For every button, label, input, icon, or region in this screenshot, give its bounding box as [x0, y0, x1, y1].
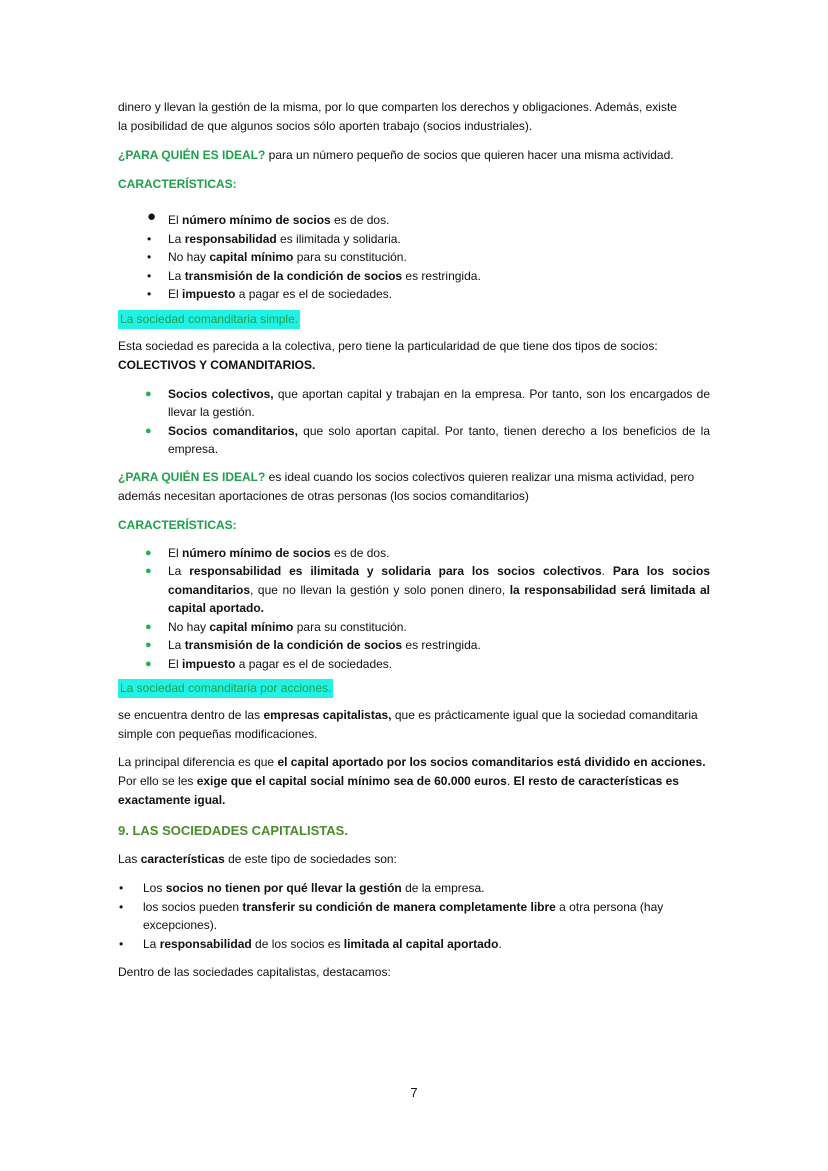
bullet-icon: • — [147, 250, 152, 264]
capitalistas-closing: Dentro de las sociedades capitalistas, destacamos: — [118, 965, 391, 979]
acciones-paragraph-2: La principal diferencia es que el capital aportado por los socios comanditarios está dividido en acciones. Por ello se les exige que el capital social mínimo sea de 60.000 euros. El resto de características es exactamente igual. — [118, 755, 706, 807]
section-heading-comanditaria-simple: La sociedad comanditaria simple. — [118, 310, 300, 329]
colectiva-ideal — [118, 146, 710, 165]
document-page — [118, 98, 710, 982]
ideal-text: para un número pequeño de socios que quieren hacer una misma actividad. — [265, 148, 674, 162]
bullet-icon: ● — [145, 387, 152, 400]
bullet-icon: ● — [145, 424, 152, 437]
bullet-icon: • — [119, 936, 124, 951]
section-heading-capitalistas: 9. LAS SOCIEDADES CAPITALISTAS. — [118, 823, 348, 838]
capitalistas-intro: Las características de este tipo de sociedades son: — [118, 852, 397, 866]
list-item: • Los socios no tienen por qué llevar la gestión de la empresa. — [143, 879, 710, 898]
list-item: ● Socios comanditarios, que solo aportan capital. Por tanto, tienen derecho a los beneficios de la empresa. — [145, 423, 710, 456]
acciones-paragraph-1: se encuentra dentro de las empresas capitalistas, que es prácticamente igual que la sociedad comanditaria simple con pequeñas modificaciones. — [118, 708, 698, 741]
list-item: ● La responsabilidad es ilimitada y solidaria para los socios colectivos. Para los socios comanditarios, que no llevan la gestión y solo ponen dinero, la responsabilidad será limitada al capital aportado. — [145, 564, 710, 615]
bullet-icon: • — [119, 899, 124, 914]
bullet-icon: • — [147, 231, 152, 246]
list-item: ● El impuesto a pagar es el de sociedades. — [168, 655, 710, 674]
simple-desc-2: COLECTIVOS Y COMANDITARIOS. — [118, 357, 316, 372]
list-item: ● Socios colectivos, que aportan capital y trabajan en la empresa. Por tanto, son los encargados de llevar la gestión. — [145, 386, 710, 419]
caracteristicas-label: CARACTERÍSTICAS: — [118, 517, 237, 532]
bullet-icon: ● — [145, 565, 152, 577]
simple-ideal — [118, 468, 710, 506]
list-item: ● La transmisión de la condición de socios es restringida. — [168, 636, 710, 655]
bullet-icon: ● — [145, 639, 152, 651]
ideal-label: ¿PARA QUIÉN ES IDEAL? — [118, 469, 266, 484]
list-item: ● No hay capital mínimo para su constitución. — [168, 618, 710, 637]
list-item: ● El número mínimo de socios es de dos. — [168, 544, 710, 563]
bullet-icon: • — [147, 268, 152, 283]
bullet-icon: • — [147, 287, 152, 301]
list-item: ● El número mínimo de socios es de dos. — [147, 208, 390, 227]
capitalistas-list — [118, 879, 710, 953]
section-heading-comanditaria-acciones: La sociedad comanditaria por acciones. — [118, 679, 333, 698]
list-item: • La responsabilidad es ilimitada y solidaria. — [168, 230, 710, 249]
caracteristicas-label: CARACTERÍSTICAS: — [118, 177, 237, 191]
simple-desc-1: Esta sociedad es parecida a la colectiva, pero tiene la particularidad de que tiene dos tipos de socios: — [118, 338, 658, 353]
socios-list — [118, 385, 710, 459]
simple-car-list — [118, 544, 710, 674]
list-item: • El impuesto a pagar es el de sociedades. — [168, 285, 710, 304]
ideal-text: es ideal cuando los socios colectivos quieren realizar una misma actividad, pero además necesitan aportaciones de otras personas (los socios comanditarios) — [118, 469, 695, 503]
bullet-icon: ● — [145, 546, 152, 559]
ideal-label: ¿PARA QUIÉN ES IDEAL? — [118, 148, 266, 162]
bullet-icon: ● — [147, 208, 157, 225]
bullet-icon: ● — [145, 620, 152, 633]
list-item: • No hay capital mínimo para su constitución. — [168, 248, 710, 267]
colectiva-list — [118, 208, 710, 304]
list-item: • los socios pueden transferir su condición de manera completamente libre a otra persona (hay excepciones). — [119, 899, 664, 932]
intro-line-1: dinero y llevan la gestión de la misma, por lo que comparten los derechos y obligaciones. Además, existe — [118, 100, 677, 114]
bullet-icon: • — [119, 881, 124, 895]
intro-line-2: la posibilidad de que algunos socios sólo aporten trabajo (socios industriales). — [118, 119, 533, 133]
list-item: • La responsabilidad de los socios es limitada al capital aportado. — [143, 935, 710, 954]
bullet-icon: ● — [145, 657, 152, 670]
list-item: • La transmisión de la condición de socios es restringida. — [168, 267, 710, 286]
page-number: 7 — [410, 1085, 418, 1100]
